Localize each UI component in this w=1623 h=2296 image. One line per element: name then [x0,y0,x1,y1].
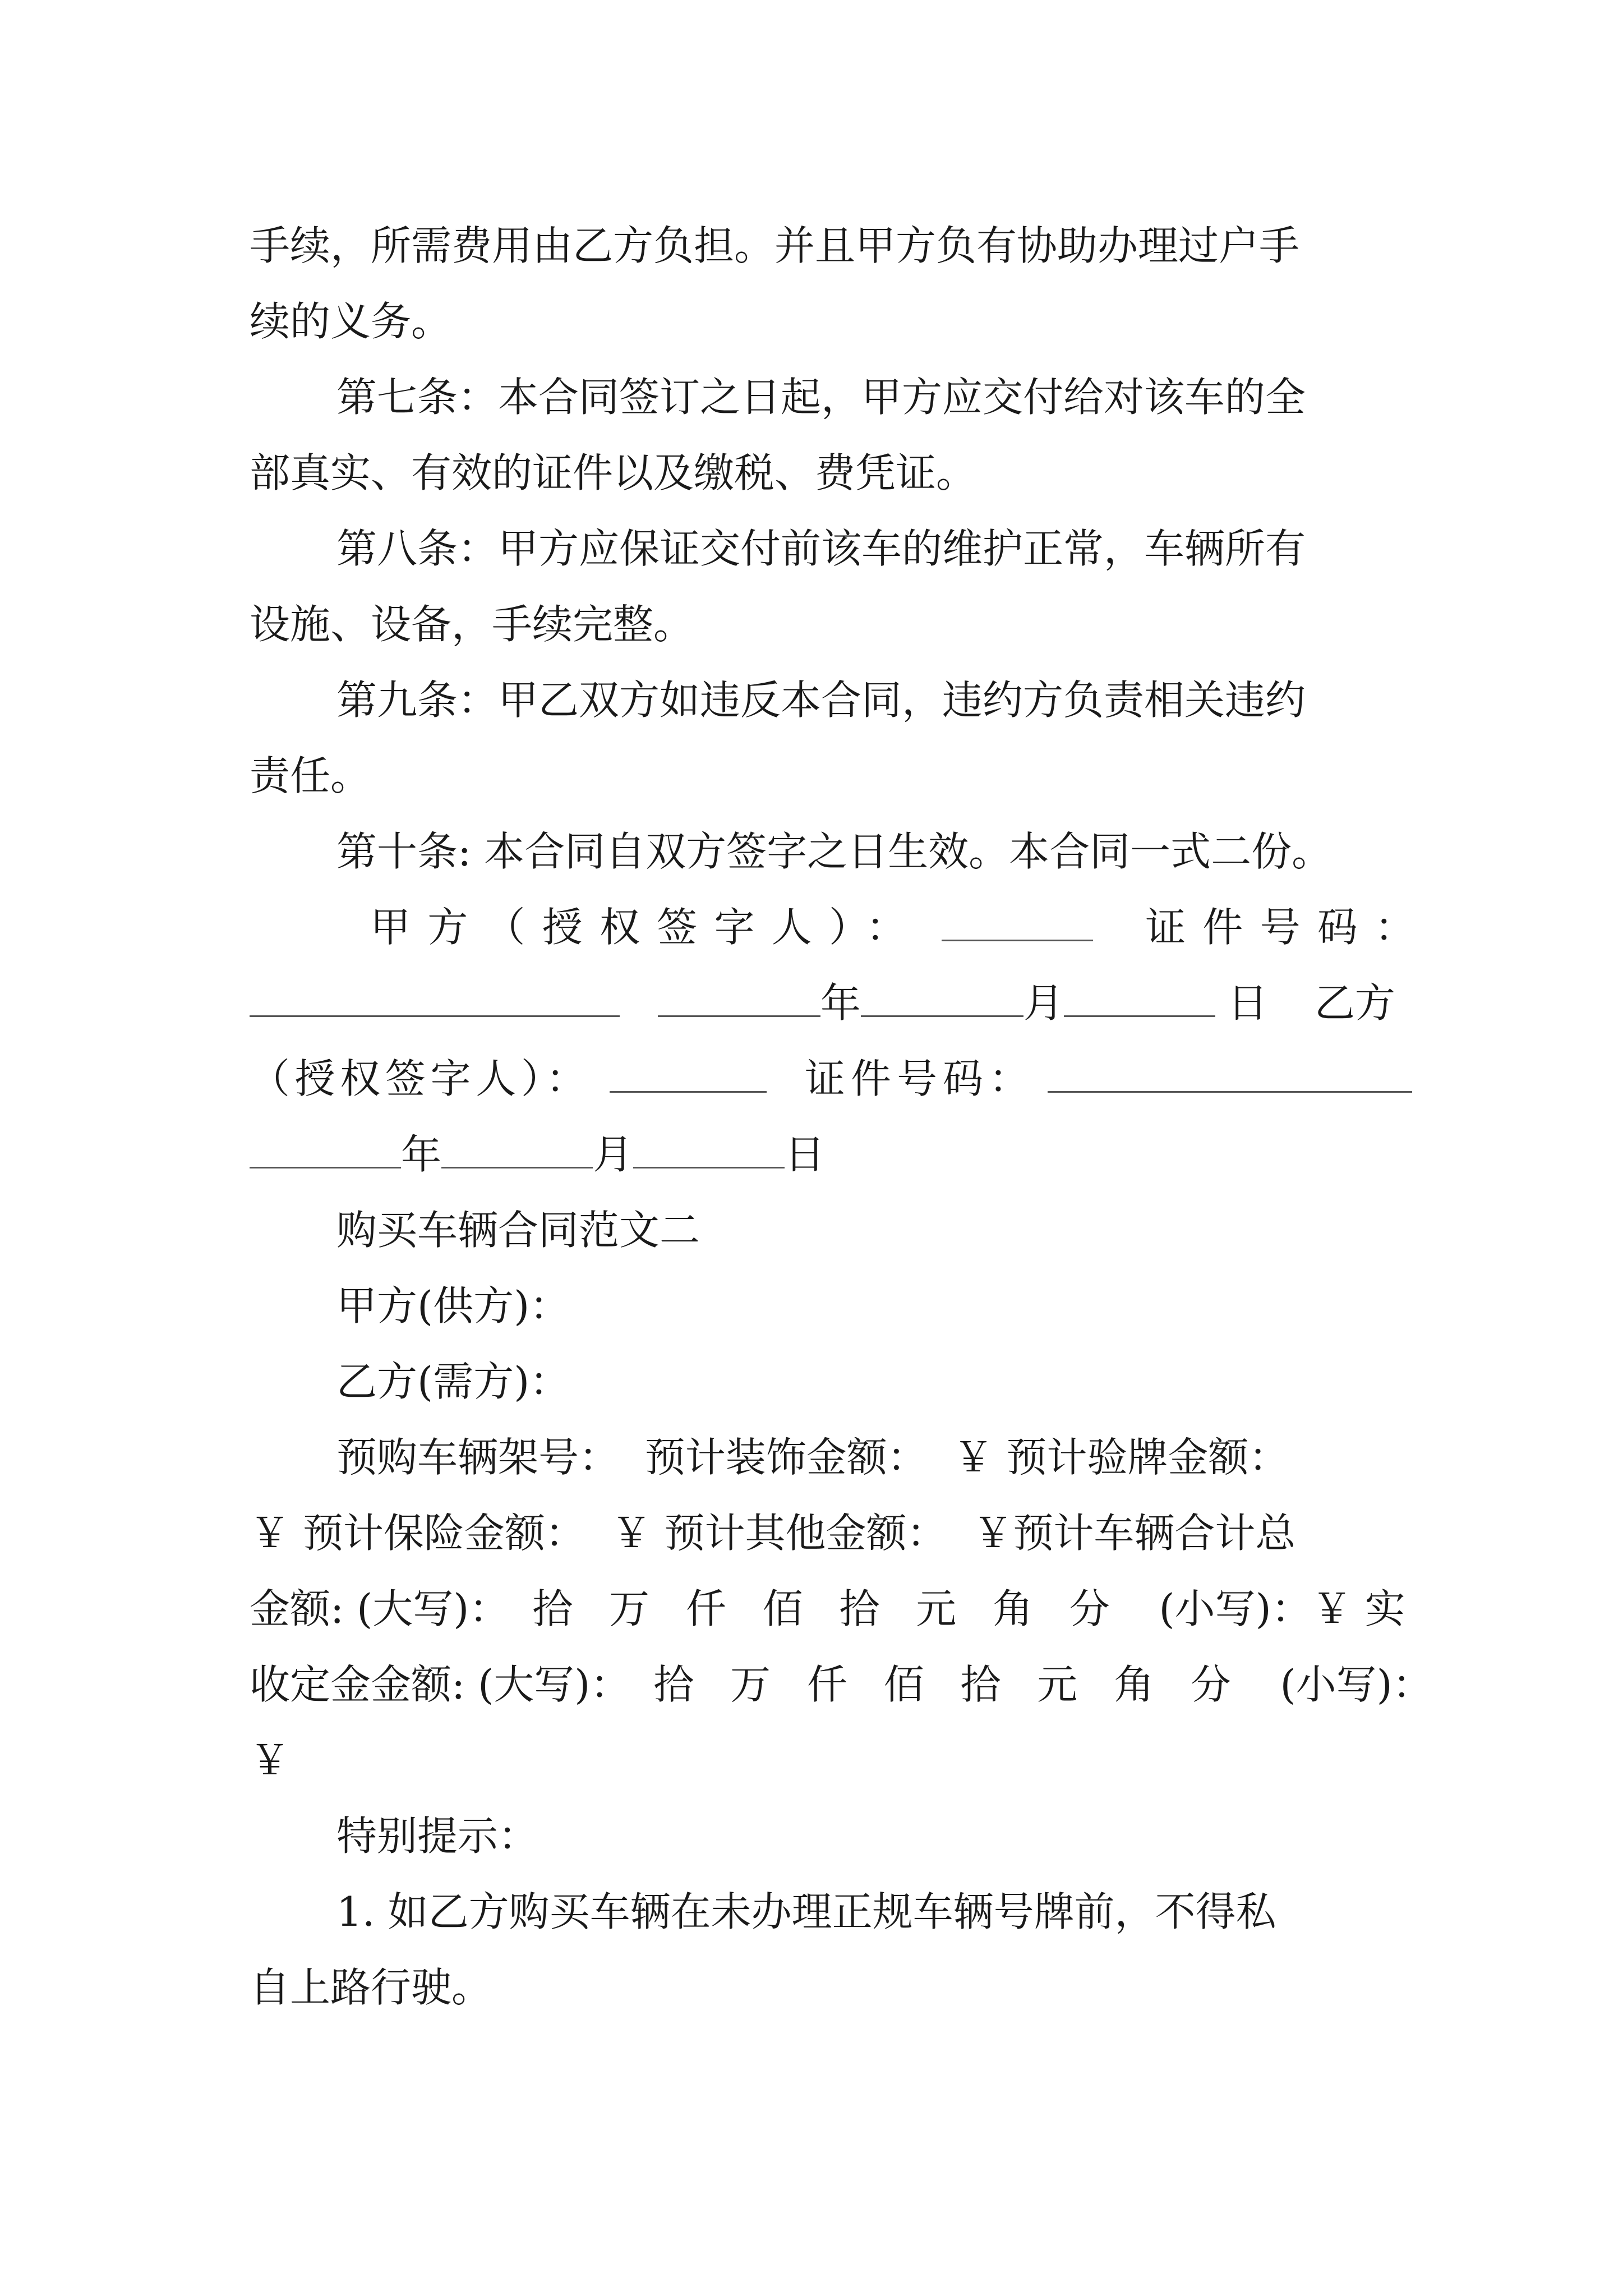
article-10-line: 第十条: 本合同自双方签字之日生效。本合同一式二份。 [336,828,1332,875]
month-blank-2 [441,1126,593,1168]
year-blank [658,975,820,1017]
deposit-amount-uppercase-label: 收定金金额: (大写)： [250,1661,631,1708]
id-number-label: 证件号码： [1145,904,1432,951]
day-blank-2 [633,1126,785,1168]
total-amount-uppercase-label: 金额: (大写)： [250,1585,510,1632]
paragraph-line: 部真实、有效的证件以及缴税、费凭证。 [250,449,977,496]
amounts-line-5: ￥ [250,1737,291,1784]
deposit-amount-units: 拾万仟佰拾元角分 [653,1661,1267,1708]
party-b-buyer: 乙方(需方)： [336,1358,570,1405]
article-8-line: 第八条：甲方应保证交付前该车的维护正常，车辆所有 [336,525,1306,572]
article-7-line: 第七条：本合同签订之日起，甲方应交付给对该车的全 [336,374,1306,421]
party-b-signer-label: （授权签字人）： [250,1055,592,1102]
party-a-signer-label: 甲方（授权签字人）： [370,904,924,951]
amounts-line-1: 预购车辆架号： 预计装饰金额： ￥ 预计验牌金额： [336,1434,1289,1481]
party-b-signature-blank [610,1051,767,1093]
notice-item-1: 1. 如乙方购买车辆在未办理正规车辆号牌前，不得私 [336,1888,1276,1935]
paragraph-line: 续的义务。 [250,298,452,345]
paragraph-line: 责任。 [250,752,371,799]
party-b-id-blank [1048,1051,1412,1093]
signature-line-3 [250,1039,1412,1118]
party-b-label: 乙方 [1314,979,1395,1027]
year-label-2: 年 [401,1131,442,1178]
notice-title: 特别提示： [336,1812,539,1860]
day-label-2: 日 [785,1131,826,1178]
amount-units: 拾万仟佰拾元角分 [532,1585,1146,1632]
signature-line-1 [370,888,1432,967]
id-number-label-2: 证件号码： [804,1055,1035,1102]
day-blank [1064,975,1215,1017]
day-label: 日 [1227,979,1268,1027]
month-blank [861,975,1023,1017]
month-label-2: 月 [593,1131,634,1178]
month-label: 月 [1023,979,1064,1027]
amounts-line-3 [250,1570,1405,1648]
year-label: 年 [820,979,861,1027]
notice-item-1-cont: 自上路行驶。 [250,1964,492,2011]
amounts-line-4 [250,1645,1433,1724]
party-a-id-blank [250,975,620,1017]
signature-line-2 [250,964,1395,1042]
deposit-amount-lowercase-label: (小写)： [1280,1661,1433,1708]
amounts-line-2: ￥ 预计保险金额： ￥ 预计其他金额： ￥预计车辆合计总 [250,1510,1296,1557]
party-a-supplier: 甲方(供方)： [336,1282,570,1329]
year-blank-2 [250,1126,401,1168]
paragraph-line: 设施、设备，手续完整。 [250,601,694,648]
total-amount-lowercase-label: (小写)：￥ 实 [1159,1585,1405,1632]
article-9-line: 第九条：甲乙双方如违反本合同，违约方负责相关违约 [336,677,1306,724]
paragraph-line: 手续，所需费用由乙方负担。并且甲方负有协助办理过户手 [250,222,1300,269]
section-2-title: 购买车辆合同范文二 [336,1207,700,1254]
signature-line-4 [250,1115,825,1194]
party-a-signature-blank [942,899,1093,941]
